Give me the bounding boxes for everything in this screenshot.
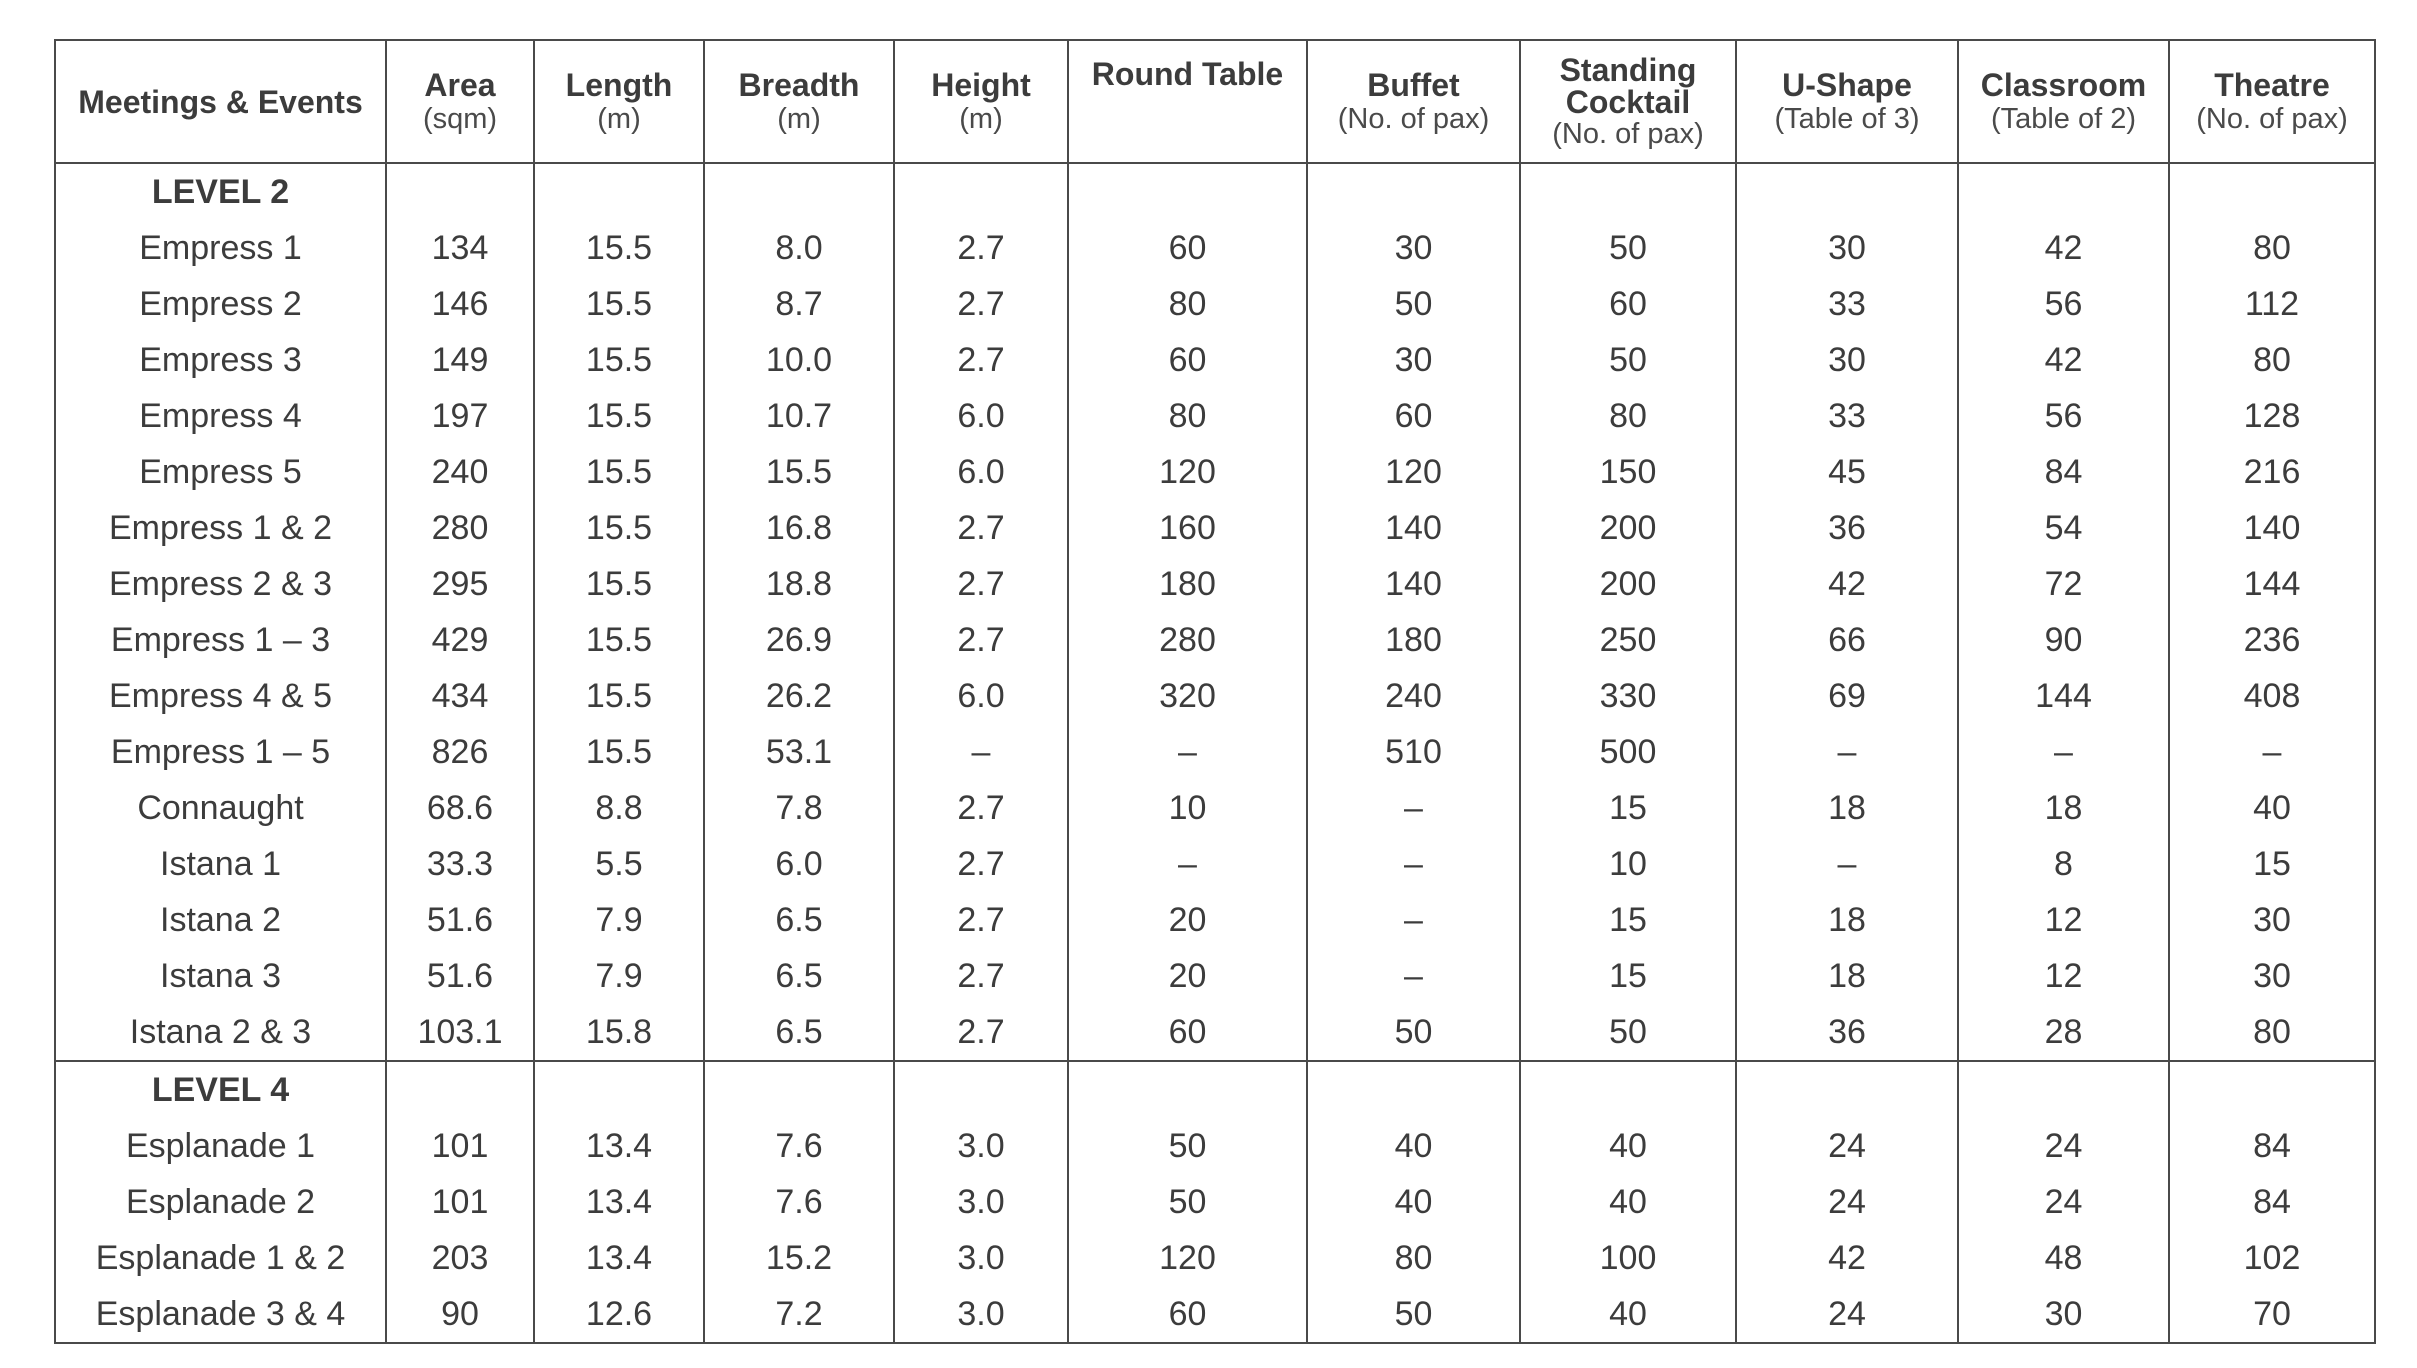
classroom-value: – [1958,724,2169,780]
buffet-value: 180 [1307,612,1520,668]
level-heading-row [55,1061,2375,1118]
col-unit: (m) [597,102,641,135]
u-shape-value: 36 [1736,1004,1958,1061]
col-unit: (No. of pax) [2196,102,2348,135]
length-value: 13.4 [534,1174,704,1230]
breadth-value: 8.0 [704,220,894,276]
height-value: 2.7 [894,556,1068,612]
breadth-value: 7.6 [704,1174,894,1230]
venue-name: Empress 1 [55,220,386,276]
u-shape-value: 18 [1736,780,1958,836]
col-header-length [534,40,704,163]
standing-cocktail-value: 15 [1520,948,1736,1004]
venue-name: Istana 2 [55,892,386,948]
length-value: 15.5 [534,668,704,724]
round-table-value: 280 [1068,612,1307,668]
length-value: 8.8 [534,780,704,836]
length-value: 15.8 [534,1004,704,1061]
table-row [55,724,2375,780]
venue-name: Empress 1 – 3 [55,612,386,668]
theatre-value: 80 [2169,220,2375,276]
venue-name: Empress 3 [55,332,386,388]
table-row [55,388,2375,444]
col-title: Area [424,66,496,103]
breadth-value: 6.5 [704,892,894,948]
table-row [55,668,2375,724]
col-header-standing-cocktail [1520,40,1736,163]
venue-name: Istana 2 & 3 [55,1004,386,1061]
col-header-venue [55,40,386,163]
classroom-value: 90 [1958,612,2169,668]
theatre-value: 128 [2169,388,2375,444]
table-row [55,220,2375,276]
level-4-section [55,1061,2375,1343]
length-value: 15.5 [534,332,704,388]
breadth-value: 8.7 [704,276,894,332]
classroom-value: 8 [1958,836,2169,892]
area-value: 240 [386,444,534,500]
length-value: 7.9 [534,892,704,948]
buffet-value: 50 [1307,1286,1520,1343]
venue-name: Empress 2 & 3 [55,556,386,612]
classroom-value: 28 [1958,1004,2169,1061]
table-row [55,1230,2375,1286]
table-row [55,276,2375,332]
col-title: Length [565,66,673,103]
area-value: 101 [386,1174,534,1230]
u-shape-value: 18 [1736,892,1958,948]
standing-cocktail-value: 500 [1520,724,1736,780]
u-shape-value: 33 [1736,388,1958,444]
classroom-value: 56 [1958,388,2169,444]
u-shape-value: 66 [1736,612,1958,668]
area-value: 434 [386,668,534,724]
classroom-value: 72 [1958,556,2169,612]
col-unit: (Table of 3) [1774,102,1920,135]
standing-cocktail-value: 200 [1520,556,1736,612]
buffet-value: 510 [1307,724,1520,780]
header-row [55,40,2375,163]
col-title-line2: Cocktail [1565,83,1691,120]
area-value: 134 [386,220,534,276]
length-value: 15.5 [534,444,704,500]
u-shape-value: 30 [1736,332,1958,388]
theatre-value: 30 [2169,948,2375,1004]
col-unit: (No. of pax) [1337,102,1490,135]
u-shape-value: – [1736,724,1958,780]
standing-cocktail-value: 50 [1520,332,1736,388]
theatre-value: 408 [2169,668,2375,724]
theatre-value: 80 [2169,332,2375,388]
breadth-value: 6.5 [704,1004,894,1061]
round-table-value: – [1068,836,1307,892]
height-value: 6.0 [894,444,1068,500]
level-heading-row [55,163,2375,220]
round-table-value: 60 [1068,1004,1307,1061]
col-header-classroom [1958,40,2169,163]
level-4-label: LEVEL 4 [55,1061,386,1118]
col-unit: (m) [777,102,821,135]
venue-name: Empress 1 & 2 [55,500,386,556]
round-table-value: 160 [1068,500,1307,556]
classroom-value: 144 [1958,668,2169,724]
u-shape-value: 42 [1736,1230,1958,1286]
theatre-value: – [2169,724,2375,780]
standing-cocktail-value: 15 [1520,780,1736,836]
area-value: 203 [386,1230,534,1286]
col-title: Buffet [1367,66,1460,103]
round-table-value: 50 [1068,1174,1307,1230]
standing-cocktail-value: 15 [1520,892,1736,948]
table-row [55,948,2375,1004]
buffet-value: 80 [1307,1230,1520,1286]
breadth-value: 15.2 [704,1230,894,1286]
area-value: 826 [386,724,534,780]
breadth-value: 26.9 [704,612,894,668]
round-table-value: 60 [1068,332,1307,388]
u-shape-value: 24 [1736,1286,1958,1343]
col-header-breadth [704,40,894,163]
venue-name: Esplanade 2 [55,1174,386,1230]
length-value: 15.5 [534,724,704,780]
venue-name: Empress 5 [55,444,386,500]
buffet-value: – [1307,948,1520,1004]
buffet-value: 40 [1307,1174,1520,1230]
buffet-value: 50 [1307,276,1520,332]
breadth-value: 53.1 [704,724,894,780]
col-header-height [894,40,1068,163]
round-table-value: 80 [1068,388,1307,444]
round-table-value: 20 [1068,892,1307,948]
theatre-value: 236 [2169,612,2375,668]
venue-name: Esplanade 1 & 2 [55,1230,386,1286]
breadth-value: 26.2 [704,668,894,724]
breadth-value: 10.7 [704,388,894,444]
u-shape-value: 24 [1736,1118,1958,1174]
classroom-value: 30 [1958,1286,2169,1343]
col-unit: (m) [959,102,1003,135]
col-title: Classroom [1980,66,2147,103]
area-value: 146 [386,276,534,332]
breadth-value: 6.5 [704,948,894,1004]
area-value: 103.1 [386,1004,534,1061]
classroom-value: 42 [1958,332,2169,388]
buffet-value: 120 [1307,444,1520,500]
table-row [55,1118,2375,1174]
classroom-value: 12 [1958,892,2169,948]
buffet-value: 140 [1307,556,1520,612]
round-table-value: 80 [1068,276,1307,332]
col-header-area [386,40,534,163]
height-value: 3.0 [894,1174,1068,1230]
round-table-value: 50 [1068,1118,1307,1174]
classroom-value: 42 [1958,220,2169,276]
standing-cocktail-value: 200 [1520,500,1736,556]
u-shape-value: 36 [1736,500,1958,556]
theatre-value: 80 [2169,1004,2375,1061]
buffet-value: 140 [1307,500,1520,556]
standing-cocktail-value: 60 [1520,276,1736,332]
venue-name: Istana 1 [55,836,386,892]
u-shape-value: – [1736,836,1958,892]
theatre-value: 40 [2169,780,2375,836]
buffet-value: 30 [1307,332,1520,388]
theatre-value: 15 [2169,836,2375,892]
height-value: 2.7 [894,612,1068,668]
standing-cocktail-value: 10 [1520,836,1736,892]
col-header-round-table [1068,40,1307,163]
height-value: 6.0 [894,668,1068,724]
length-value: 15.5 [534,500,704,556]
length-value: 7.9 [534,948,704,1004]
classroom-value: 48 [1958,1230,2169,1286]
buffet-value: – [1307,892,1520,948]
venue-name: Esplanade 3 & 4 [55,1286,386,1343]
classroom-value: 56 [1958,276,2169,332]
breadth-value: 10.0 [704,332,894,388]
length-value: 15.5 [534,556,704,612]
col-header-buffet [1307,40,1520,163]
area-value: 101 [386,1118,534,1174]
breadth-value: 7.8 [704,780,894,836]
breadth-value: 6.0 [704,836,894,892]
venue-name: Empress 1 – 5 [55,724,386,780]
table-row [55,1004,2375,1061]
area-value: 149 [386,332,534,388]
table-row [55,556,2375,612]
col-unit: (No. of pax) [1552,117,1704,150]
height-value: 2.7 [894,332,1068,388]
height-value: 3.0 [894,1118,1068,1174]
table-row [55,332,2375,388]
venue-name: Istana 3 [55,948,386,1004]
col-title: Height [931,66,1031,103]
classroom-value: 12 [1958,948,2169,1004]
standing-cocktail-value: 40 [1520,1174,1736,1230]
theatre-value: 140 [2169,500,2375,556]
area-value: 51.6 [386,948,534,1004]
venue-name: Connaught [55,780,386,836]
length-value: 13.4 [534,1118,704,1174]
standing-cocktail-value: 100 [1520,1230,1736,1286]
length-value: 15.5 [534,388,704,444]
length-value: 5.5 [534,836,704,892]
breadth-value: 7.2 [704,1286,894,1343]
standing-cocktail-value: 250 [1520,612,1736,668]
round-table-value: 120 [1068,444,1307,500]
breadth-value: 7.6 [704,1118,894,1174]
classroom-value: 18 [1958,780,2169,836]
round-table-value: 180 [1068,556,1307,612]
area-value: 429 [386,612,534,668]
theatre-value: 70 [2169,1286,2375,1343]
col-title: Round Table [1091,56,1284,92]
level-2-label: LEVEL 2 [55,163,386,220]
height-value: 6.0 [894,388,1068,444]
venue-name: Empress 2 [55,276,386,332]
standing-cocktail-value: 40 [1520,1118,1736,1174]
area-value: 280 [386,500,534,556]
round-table-value: 60 [1068,1286,1307,1343]
round-table-value: 60 [1068,220,1307,276]
venue-name: Empress 4 [55,388,386,444]
breadth-value: 16.8 [704,500,894,556]
col-title: Breadth [738,66,860,103]
height-value: 2.7 [894,220,1068,276]
theatre-value: 216 [2169,444,2375,500]
table-row [55,500,2375,556]
theatre-value: 30 [2169,892,2375,948]
standing-cocktail-value: 80 [1520,388,1736,444]
height-value: 2.7 [894,500,1068,556]
round-table-value: 320 [1068,668,1307,724]
area-value: 33.3 [386,836,534,892]
buffet-value: 40 [1307,1118,1520,1174]
standing-cocktail-value: 330 [1520,668,1736,724]
standing-cocktail-value: 50 [1520,1004,1736,1061]
table-row [55,780,2375,836]
length-value: 12.6 [534,1286,704,1343]
u-shape-value: 42 [1736,556,1958,612]
theatre-value: 84 [2169,1174,2375,1230]
col-unit: (sqm) [422,102,498,135]
buffet-value: 240 [1307,668,1520,724]
buffet-value: – [1307,780,1520,836]
u-shape-value: 18 [1736,948,1958,1004]
length-value: 15.5 [534,612,704,668]
round-table-value: 120 [1068,1230,1307,1286]
height-value: 2.7 [894,836,1068,892]
area-value: 197 [386,388,534,444]
area-value: 90 [386,1286,534,1343]
theatre-value: 84 [2169,1118,2375,1174]
col-header-theatre [2169,40,2375,163]
height-value: 2.7 [894,948,1068,1004]
round-table-value: 20 [1068,948,1307,1004]
classroom-value: 84 [1958,444,2169,500]
length-value: 15.5 [534,220,704,276]
height-value: 2.7 [894,780,1068,836]
table-row [55,444,2375,500]
buffet-value: – [1307,836,1520,892]
table-row [55,1286,2375,1343]
venue-name: Empress 4 & 5 [55,668,386,724]
table-row [55,892,2375,948]
col-title: U-Shape [1782,66,1912,103]
u-shape-value: 30 [1736,220,1958,276]
theatre-value: 102 [2169,1230,2375,1286]
round-table-value: 10 [1068,780,1307,836]
table-row [55,612,2375,668]
height-value: 2.7 [894,276,1068,332]
standing-cocktail-value: 40 [1520,1286,1736,1343]
u-shape-value: 24 [1736,1174,1958,1230]
round-table-value: – [1068,724,1307,780]
height-value: 2.7 [894,1004,1068,1061]
u-shape-value: 69 [1736,668,1958,724]
col-title: Meetings & Events [78,83,363,120]
u-shape-value: 33 [1736,276,1958,332]
length-value: 15.5 [534,276,704,332]
level-2-section [55,163,2375,1061]
u-shape-value: 45 [1736,444,1958,500]
col-title: Standing [1559,51,1697,88]
breadth-value: 15.5 [704,444,894,500]
table-row [55,1174,2375,1230]
area-value: 51.6 [386,892,534,948]
height-value: 2.7 [894,892,1068,948]
buffet-value: 30 [1307,220,1520,276]
venue-capacity-table [54,39,2376,1344]
standing-cocktail-value: 50 [1520,220,1736,276]
height-value: 3.0 [894,1230,1068,1286]
theatre-value: 144 [2169,556,2375,612]
classroom-value: 24 [1958,1118,2169,1174]
classroom-value: 54 [1958,500,2169,556]
area-value: 295 [386,556,534,612]
height-value: – [894,724,1068,780]
table-row [55,836,2375,892]
buffet-value: 60 [1307,388,1520,444]
theatre-value: 112 [2169,276,2375,332]
col-unit: (Table of 2) [1990,102,2137,135]
breadth-value: 18.8 [704,556,894,612]
venue-name: Esplanade 1 [55,1118,386,1174]
length-value: 13.4 [534,1230,704,1286]
standing-cocktail-value: 150 [1520,444,1736,500]
col-title: Theatre [2214,66,2330,103]
area-value: 68.6 [386,780,534,836]
classroom-value: 24 [1958,1174,2169,1230]
col-header-u-shape [1736,40,1958,163]
height-value: 3.0 [894,1286,1068,1343]
buffet-value: 50 [1307,1004,1520,1061]
